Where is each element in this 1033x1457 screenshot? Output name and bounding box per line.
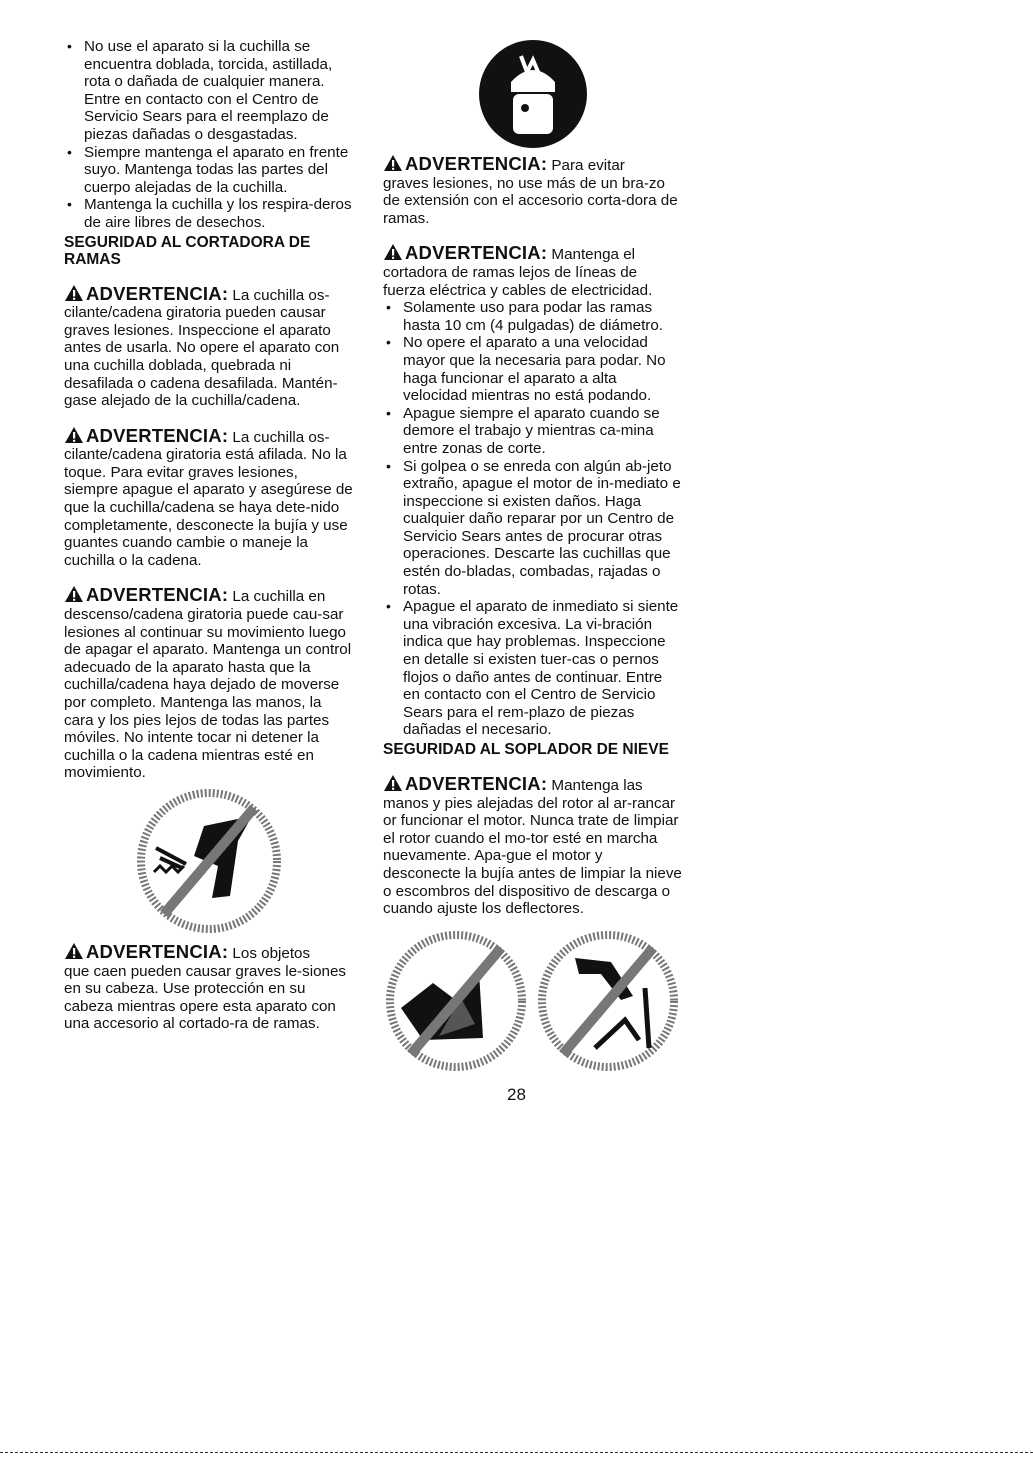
- list-item: • Mantenga la cuchilla y los respira-deros de aire libres de desechos.: [64, 196, 354, 231]
- section-title: SEGURIDAD AL SOPLADOR DE NIEVE: [383, 741, 669, 758]
- warning-text: manos y pies alejadas del rotor al ar-rancar or funcionar el motor. Nunca trate de limpiar el rotor cuando el mo-tor esté en marcha nuevamente. Apa-gue el motor y desconecte la bujía antes de limpiar la nieve o escombros del dispositivo de descarga o cuando ajuste los deflectores.: [383, 794, 682, 918]
- warning-triangle-icon: [64, 284, 84, 302]
- warning-triangle-icon: [383, 774, 403, 792]
- head-protection-icon: [477, 38, 589, 150]
- warning-block: [64, 942, 354, 1033]
- warning-triangle-icon: [383, 243, 403, 261]
- left-column: [64, 38, 354, 1033]
- keep-feet-from-rotor-icon: [535, 928, 681, 1074]
- warning-text: que caen pueden causar graves le-siones en su cabeza. Use protección en su cabeza mientras opere esta aparato con una accesorio al cortado-ra de ramas.: [64, 962, 346, 1033]
- page-number: 28: [507, 1085, 526, 1104]
- warning-triangle-icon: [64, 942, 84, 960]
- section-title: SEGURIDAD AL CORTADORA DE RAMAS: [64, 233, 311, 268]
- warning-heading: ADVERTENCIA:: [86, 424, 229, 446]
- page-edge-rule: [0, 1452, 1033, 1453]
- warning-lead: Mantenga las: [551, 777, 643, 794]
- warning-heading: ADVERTENCIA:: [86, 584, 229, 606]
- warning-heading: ADVERTENCIA:: [86, 940, 229, 962]
- warning-lead: Mantenga el: [551, 246, 636, 264]
- list-item: • Apague siempre el aparato cuando se demore el trabajo y mientras ca-mina entre zonas de corte.: [383, 405, 683, 458]
- warning-text: cilante/cadena giratoria está afilada. No la toque. Para evitar graves lesiones, siempre apague el aparato y asegúrese de que la cuchilla/cadena se haya dete-nido completamente, desconecte la bujía y use guantes cuando cambie o maneje la cuchilla o la cadena.: [64, 446, 353, 569]
- warning-block: [64, 426, 354, 570]
- warning-heading: ADVERTENCIA:: [86, 282, 229, 304]
- warning-triangle-icon: [383, 154, 403, 172]
- warning-block: [383, 774, 683, 918]
- snowblower-icons: [383, 928, 683, 1074]
- warning-text: cilante/cadena giratoria pueden causar graves lesiones. Inspeccione el aparato antes de usarla. No opere el aparato con una cuchilla doblada, quebrada ni desafilada o cadena desafilada. Mantén-gase alejado de la cuchilla/cadena.: [64, 304, 340, 410]
- list-item: • No opere el aparato a una velocidad mayor que la necesaria para podar. No haga funcionar el aparato a alta velocidad mientras no está podando.: [383, 334, 683, 404]
- warning-block: [383, 243, 683, 299]
- warning-block: [383, 154, 683, 227]
- warning-heading: ADVERTENCIA:: [405, 773, 548, 794]
- warning-heading: ADVERTENCIA:: [405, 153, 548, 174]
- warning-heading: ADVERTENCIA:: [405, 242, 548, 264]
- warning-triangle-icon: [64, 585, 84, 603]
- warning-lead: Para evitar: [551, 157, 625, 174]
- warning-text: cortadora de ramas lejos de líneas de fuerza eléctrica y cables de electricidad.: [383, 263, 653, 299]
- list-item: • Si golpea o se enreda con algún ab-jeto extraño, apague el motor de in-mediato e inspeccione si existen daños. Haga cualquier daño reparar por un Centro de Servicio Sears antes de procurar otras operaciones. Descarte las cuchillas que estén do-bladas, combadas, rajadas o rotas.: [383, 458, 683, 599]
- warning-text: graves lesiones, no use más de un bra-zo de extensión con el accesorio corta-dora de ramas.: [383, 174, 678, 227]
- bullet-list: [64, 38, 354, 232]
- bullet-list: [383, 299, 683, 739]
- list-item: • No use el aparato si la cuchilla se encuentra doblada, torcida, astillada, rota o dañada de cualquier manera. Entre en contacto con el Centro de Servicio Sears para el reemplazo de piezas dañadas o desgastadas.: [64, 38, 354, 144]
- warning-lead: Los objetos: [232, 944, 311, 962]
- right-column: [383, 38, 683, 1074]
- list-item: • Solamente uso para podar las ramas hasta 10 cm (4 pulgadas) de diámetro.: [383, 299, 683, 334]
- warning-text: descenso/cadena giratoria puede cau-sar lesiones al continuar su movimiento luego de apagar el aparato. Mantenga un control adecuado de la aparato hasta que la cuchilla/cadena haya dejado de moverse por completo. Mantenga las manos, la cara y los pies lejos de todas las partes móviles. No intente tocar ni detener la cuchilla o la cadena mientras esté en movimiento.: [64, 606, 352, 782]
- warning-lead: La cuchilla en: [232, 588, 326, 606]
- keep-hands-away-icon: [134, 786, 284, 936]
- warning-block: [64, 284, 354, 410]
- warning-triangle-icon: [64, 426, 84, 444]
- warning-lead: La cuchilla os-: [232, 428, 330, 446]
- list-item: • Apague el aparato de inmediato si siente una vibración excesiva. La vi-bración indica que hay problemas. Inspeccione en detalle si existen tuer-cas o pernos flojos o daño antes de continuar. Entre en contacto con el Centro de Servicio Sears para el rem-plazo de piezas dañadas el necesario.: [383, 598, 683, 739]
- list-item: • Siempre mantenga el aparato en frente suyo. Mantenga todas las partes del cuerpo alejadas de la cuchilla.: [64, 144, 354, 197]
- warning-lead: La cuchilla os-: [232, 286, 330, 304]
- keep-hands-from-rotor-icon: [383, 928, 529, 1074]
- warning-block: [64, 585, 354, 782]
